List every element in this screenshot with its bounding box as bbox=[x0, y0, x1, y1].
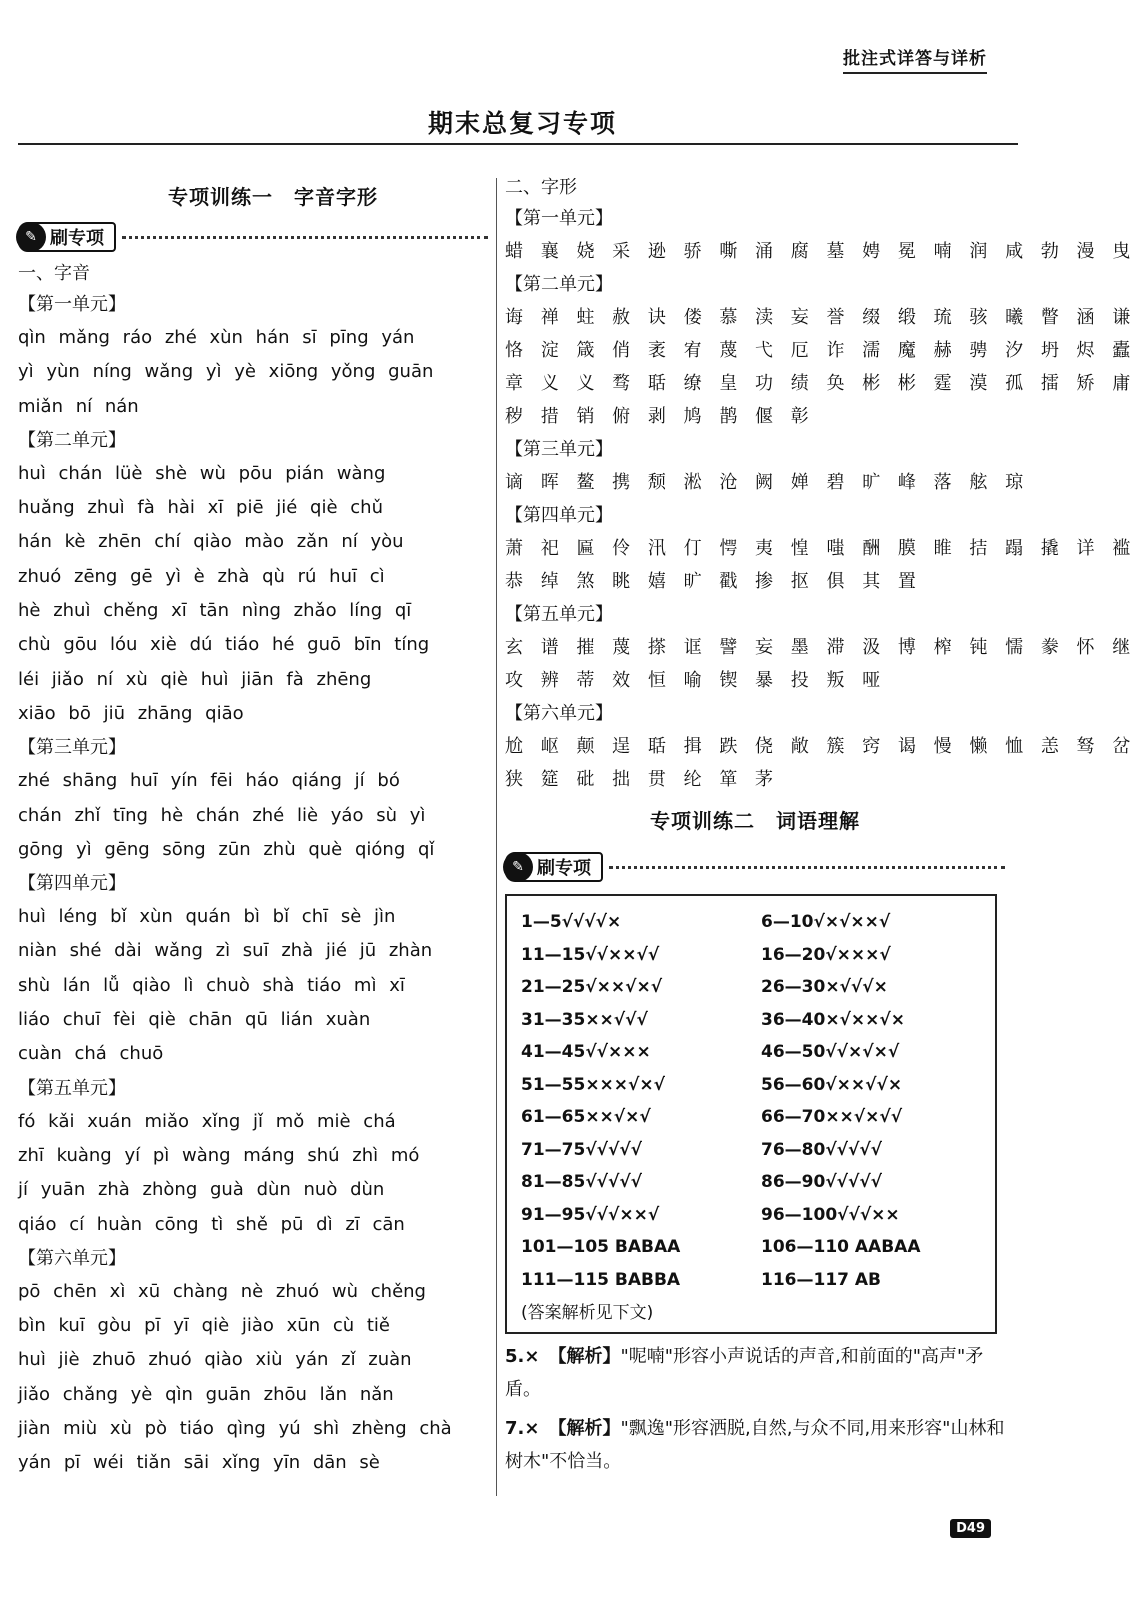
pinyin-line: xiāo bō jiū zhāng qiāo bbox=[18, 702, 244, 724]
answer-grid bbox=[521, 906, 985, 1296]
pinyin-line: huì léng bǐ xùn quán bì bǐ chī sè jìn bbox=[18, 906, 396, 928]
pinyin-line: shù lán lǚ qiào lì chuò shà tiáo mì xī bbox=[18, 974, 405, 996]
character-line: 攻 辨 蒂 效 恒 喻 锲 暴 投 叛 哑 bbox=[505, 670, 887, 691]
pinyin-line: niàn shé dài wǎng zì suī zhà jié jū zhàn bbox=[18, 940, 433, 962]
answer-item: 101—105 BABAA bbox=[521, 1237, 681, 1257]
pinyin-line: miǎn ní nán bbox=[18, 395, 139, 417]
dotted-leader bbox=[609, 866, 1005, 869]
subsection-pronunciation: 一、字音 bbox=[18, 263, 90, 284]
character-line: 秽 措 销 俯 剥 鸠 鹊 偃 彰 bbox=[505, 406, 815, 427]
unit-heading: 【第六单元】 bbox=[505, 703, 613, 724]
practice-badge bbox=[18, 222, 116, 252]
pen-icon: ✎ bbox=[503, 852, 533, 882]
right-column bbox=[505, 174, 1136, 1478]
answer-item: 76—80√√√√√ bbox=[761, 1139, 883, 1160]
character-line: 谪 晖 鳌 携 颓 淞 沧 阙 婵 碧 旷 峰 落 舷 琼 bbox=[505, 472, 1030, 493]
pinyin-line: jiàn miù xù pò tiáo qìng yú shì zhèng chà bbox=[18, 1418, 452, 1440]
badge-row-left bbox=[18, 220, 488, 254]
unit-heading: 【第六单元】 bbox=[18, 1247, 126, 1269]
explanation-text: "呢喃"形容小声说话的声音,和前面的"高声"矛盾。 bbox=[505, 1346, 984, 1400]
pinyin-line: jiǎo chǎng yè qìn guān zhōu lǎn nǎn bbox=[18, 1383, 394, 1405]
pinyin-line: huǎng zhuì fà hài xī piē jié qiè chǔ bbox=[18, 497, 383, 519]
answer-item: 106—110 AABAA bbox=[761, 1237, 921, 1257]
answer-item: 81—85√√√√√ bbox=[521, 1172, 643, 1192]
explanation-label: 【解析】 bbox=[557, 1418, 621, 1439]
character-units bbox=[505, 202, 1136, 796]
pinyin-line: bìn kuī gòu pī yī qiè jiào xūn cù tiě bbox=[18, 1315, 390, 1337]
unit-heading: 【第四单元】 bbox=[18, 873, 126, 895]
page-title: 期末总复习专项 bbox=[427, 109, 617, 138]
unit-heading: 【第二单元】 bbox=[18, 429, 126, 451]
subsection-characters: 二、字形 bbox=[505, 177, 577, 198]
character-line: 狭 筵 砒 拙 贯 纶 箪 茅 bbox=[505, 769, 780, 790]
badge-row-right bbox=[505, 850, 1005, 884]
header-tag: 批注式详答与详析 bbox=[843, 44, 987, 74]
answer-item: 56—60√××√√× bbox=[761, 1074, 903, 1095]
explanation-text: "飘逸"形容洒脱,自然,与众不同,用来形容"山林和树木"不恰当。 bbox=[505, 1418, 1005, 1472]
answer-item: 41—45√√××× bbox=[521, 1042, 651, 1062]
badge-label: 刷专项 bbox=[50, 228, 104, 249]
pinyin-line: gōng yì gēng sōng zūn zhù què qióng qǐ bbox=[18, 838, 435, 860]
answer-note: (答案解析见下文) bbox=[521, 1303, 654, 1323]
unit-heading: 【第一单元】 bbox=[505, 208, 613, 229]
character-line: 章 义 义 骛 聒 缭 皇 功 绩 奂 彬 彬 霆 漠 孤 擂 矫 庸 bbox=[505, 373, 1136, 394]
answer-item: 61—65××√×√ bbox=[521, 1107, 651, 1127]
unit-heading: 【第一单元】 bbox=[18, 294, 126, 315]
pinyin-line: yì yùn níng wǎng yì yè xiōng yǒng guān bbox=[18, 361, 434, 383]
answer-item: 71—75√√√√√ bbox=[521, 1139, 643, 1160]
answer-item: 66—70××√×√√ bbox=[761, 1107, 903, 1127]
answer-item: 46—50√√×√×√ bbox=[761, 1042, 900, 1062]
pinyin-line: chán zhǐ tīng hè chán zhé liè yáo sù yì bbox=[18, 804, 426, 826]
column-divider bbox=[496, 178, 497, 1496]
section-title-1: 专项训练一 字音字形 bbox=[168, 185, 378, 209]
pinyin-line: hè zhuì chěng xī tān nìng zhǎo líng qī bbox=[18, 600, 412, 622]
answer-item: 51—55×××√×√ bbox=[521, 1074, 665, 1095]
pinyin-line: zhuó zēng gē yì è zhà qù rú huī cì bbox=[18, 565, 385, 587]
explanation-number: 5.× bbox=[505, 1346, 540, 1367]
answer-item: 36—40×√××√× bbox=[761, 1009, 905, 1030]
answer-item: 16—20√×××√ bbox=[761, 944, 891, 965]
practice-badge-2 bbox=[505, 852, 603, 882]
answer-item: 11—15√√××√√ bbox=[521, 944, 660, 965]
answer-item: 1—5√√√√× bbox=[521, 912, 622, 932]
character-line: 恭 绰 煞 眺 嬉 旷 戳 掺 抠 俱 其 置 bbox=[505, 571, 922, 592]
page-number: D49 bbox=[950, 1519, 991, 1538]
pinyin-line: huì jiè zhuō zhuó qiào xiù yán zǐ zuàn bbox=[18, 1349, 412, 1371]
explanation-item bbox=[505, 1412, 1005, 1478]
character-line: 蜡 襄 娆 采 逊 骄 嘶 涌 腐 墓 娉 冕 喃 润 咸 勃 漫 曳 bbox=[505, 241, 1136, 262]
explanation-item bbox=[505, 1340, 1005, 1406]
character-line: 诲 禅 蛀 赦 诀 偻 慕 渎 妄 誉 缀 缎 琉 骇 曦 瞥 涵 谦 bbox=[505, 307, 1136, 328]
character-line: 恪 淀 箴 俏 袤 宥 蔑 弋 厄 诈 濡 魔 赫 骋 汐 坍 烬 蠹 bbox=[505, 340, 1136, 361]
pinyin-line: qiáo cí huàn cōng tì shě pū dì zī cān bbox=[18, 1213, 405, 1235]
pinyin-line: huì chán lüè shè wù pōu pián wàng bbox=[18, 462, 386, 484]
answer-item: 86—90√√√√√ bbox=[761, 1172, 883, 1192]
pinyin-line: fó kǎi xuán miǎo xǐng jǐ mǒ miè chá bbox=[18, 1110, 396, 1132]
answer-item: 116—117 AB bbox=[761, 1269, 882, 1290]
explanations bbox=[505, 1340, 1005, 1478]
pinyin-line: jí yuān zhà zhòng guà dùn nuò dùn bbox=[18, 1179, 385, 1201]
answer-item: 91—95√√√××√ bbox=[521, 1204, 660, 1225]
pinyin-line: cuàn chá chuō bbox=[18, 1043, 164, 1065]
answer-box bbox=[505, 894, 997, 1334]
pinyin-line: léi jiǎo ní xù qiè huì jiān fà zhēng bbox=[18, 668, 372, 690]
answer-item: 21—25√××√×√ bbox=[521, 977, 663, 997]
character-line: 萧 祀 匾 伶 汛 仃 愕 夷 惶 嗤 酬 膜 睢 拮 蹋 撬 详 褴 bbox=[505, 538, 1136, 559]
section-title-2: 专项训练二 词语理解 bbox=[650, 809, 860, 833]
answer-item: 111—115 BABBA bbox=[521, 1269, 681, 1290]
pinyin-line: yán pī wéi tiǎn sāi xǐng yīn dān sè bbox=[18, 1452, 380, 1474]
unit-heading: 【第三单元】 bbox=[18, 737, 126, 759]
answer-item: 31—35××√√√ bbox=[521, 1009, 648, 1030]
pinyin-line: chù gōu lóu xiè dú tiáo hé guō bīn tíng bbox=[18, 634, 430, 656]
pinyin-line: zhī kuàng yí pì wàng máng shú zhì mó bbox=[18, 1144, 420, 1166]
pinyin-units bbox=[18, 288, 488, 1481]
character-line: 尬 岖 颠 逞 聒 揖 跌 侥 敞 簇 窍 谒 慢 懒 恤 恙 驽 岔 bbox=[505, 736, 1136, 757]
unit-heading: 【第五单元】 bbox=[18, 1077, 126, 1099]
pinyin-line: qìn mǎng ráo zhé xùn hán sī pīng yán bbox=[18, 327, 415, 348]
unit-heading: 【第二单元】 bbox=[505, 274, 613, 295]
dotted-leader bbox=[122, 236, 488, 239]
answer-item: 6—10√×√××√ bbox=[761, 912, 891, 932]
badge-label: 刷专项 bbox=[537, 858, 591, 879]
pinyin-line: zhé shāng huī yín fēi háo qiáng jí bó bbox=[18, 770, 400, 792]
character-line: 玄 谱 摧 蔑 搽 诓 譬 妄 墨 滞 汲 博 榨 钝 懦 豢 怀 继 bbox=[505, 637, 1136, 658]
pinyin-line: hán kè zhēn chí qiào mào zǎn ní yòu bbox=[18, 531, 404, 553]
left-column bbox=[18, 178, 488, 1481]
unit-heading: 【第四单元】 bbox=[505, 505, 613, 526]
pen-icon: ✎ bbox=[16, 222, 46, 252]
answer-item: 96—100√√√×× bbox=[761, 1204, 900, 1225]
pinyin-line: liáo chuī fèi qiè chān qū lián xuàn bbox=[18, 1009, 371, 1031]
explanation-label: 【解析】 bbox=[557, 1346, 621, 1367]
unit-heading: 【第三单元】 bbox=[505, 439, 613, 460]
answer-item: 26—30×√√√× bbox=[761, 977, 888, 997]
title-divider bbox=[18, 143, 1018, 145]
pinyin-line: pō chēn xì xū chàng nè zhuó wù chěng bbox=[18, 1280, 426, 1302]
explanation-number: 7.× bbox=[505, 1418, 540, 1439]
unit-heading: 【第五单元】 bbox=[505, 604, 613, 625]
